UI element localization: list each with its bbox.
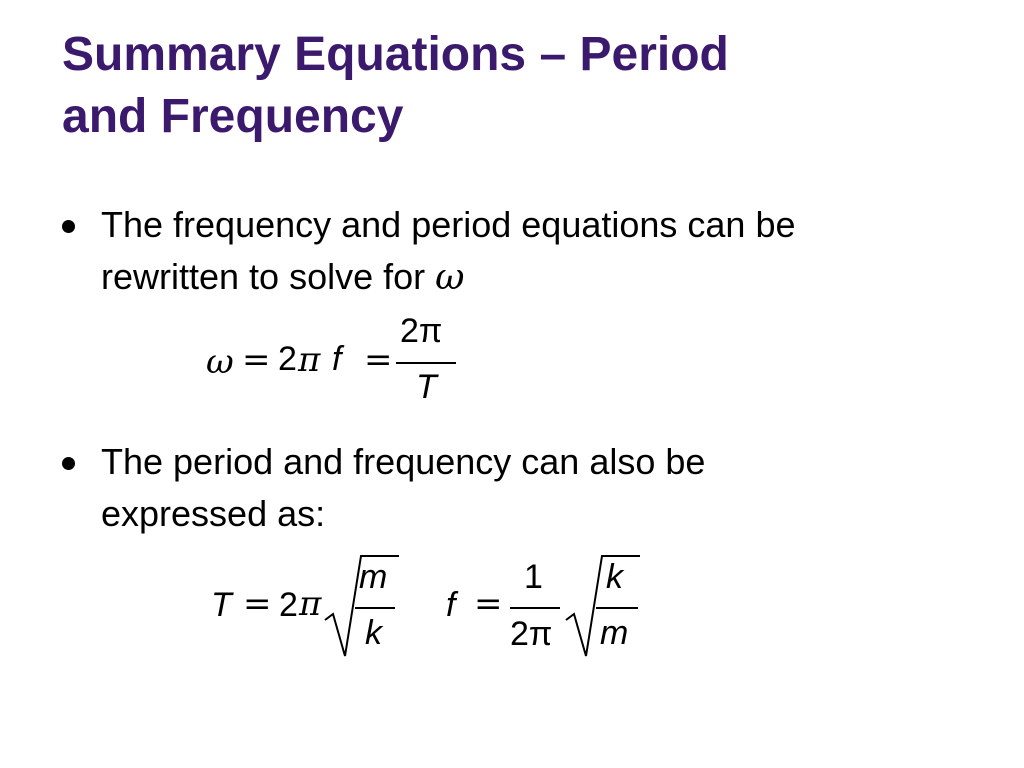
eq-T-lhs: T (211, 586, 232, 624)
eq-equals: = (242, 340, 271, 380)
eq-f-lhs: f (446, 586, 456, 624)
bullet-line: The period and frequency can also be (101, 441, 706, 482)
bullet-text (101, 199, 961, 304)
eq-equals: = (243, 584, 272, 624)
eq-fraction-numerator: 2π (400, 312, 443, 350)
slide-title-line2: and Frequency (62, 90, 404, 143)
fraction-bar (510, 607, 560, 609)
fraction-denominator-text: 2π (510, 615, 553, 653)
bullet-dot-icon (62, 457, 75, 470)
bullet-item (62, 199, 962, 309)
sqrt-numerator: m (359, 558, 388, 596)
frequency-equation (440, 550, 660, 665)
slide-title (62, 24, 962, 148)
eq-pi: π (298, 340, 321, 380)
bullet-line-text: rewritten to solve for (101, 256, 426, 297)
eq-omega-lhs: ω (206, 342, 234, 382)
slide-title-line1: Summary Equations – Period (62, 28, 729, 81)
eq-pi: π (299, 584, 322, 624)
fraction-denominator (510, 614, 552, 654)
bullet-dot-icon (62, 220, 75, 233)
eq-two: 2 (279, 586, 298, 624)
eq-two: 2 (278, 340, 297, 378)
omega-equation (200, 312, 470, 417)
bullet-line: The frequency and period equations can be (101, 204, 796, 245)
eq-fraction-denominator: T (416, 368, 437, 406)
fraction-bar (596, 607, 638, 609)
bullet-line: expressed as: (101, 493, 326, 534)
sqrt-numerator: k (606, 558, 623, 596)
fraction-bar (396, 362, 456, 364)
fraction-numerator: 1 (524, 558, 543, 596)
eq-equals: = (364, 340, 393, 380)
eq-equals: = (474, 584, 503, 624)
bullet-line (101, 251, 961, 304)
sqrt-denominator: k (365, 614, 382, 652)
period-equation (205, 550, 415, 665)
eq-f: f (332, 340, 342, 378)
bullet-item (62, 436, 962, 546)
fraction-bar (355, 607, 395, 609)
bullet-text (101, 436, 961, 540)
omega-symbol: ω (435, 257, 465, 298)
sqrt-denominator: m (600, 614, 629, 652)
